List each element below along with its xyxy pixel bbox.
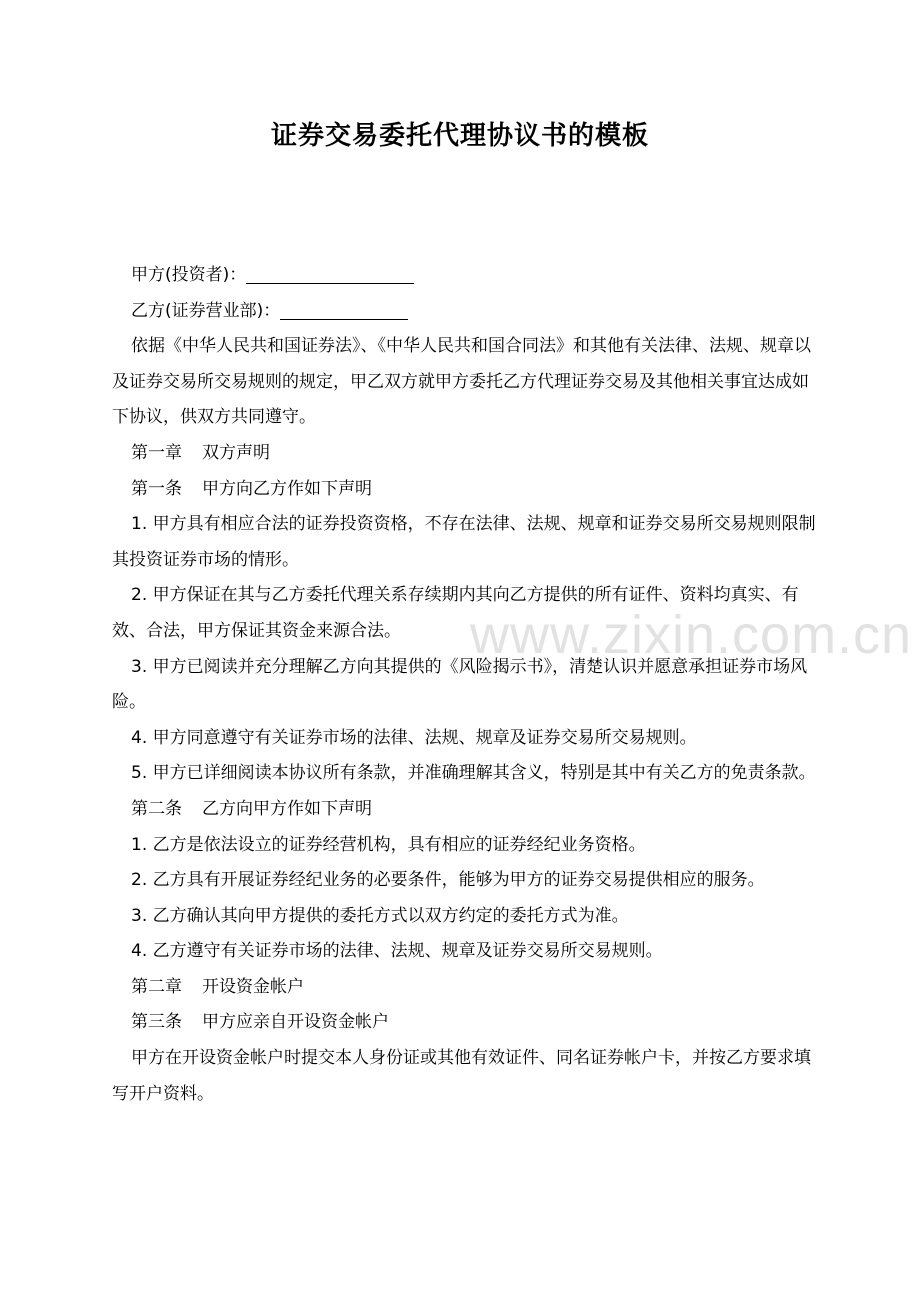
watermark-text: www.zixin.com.cn bbox=[470, 605, 913, 665]
article-3-heading bbox=[112, 1005, 824, 1041]
chapter-1-title: 双方声明 bbox=[202, 442, 270, 463]
article-2-item: 2. 乙方具有开展证券经纪业务的必要条件，能够为甲方的证券交易提供相应的服务。 bbox=[131, 870, 765, 891]
article-3-number: 第三条 bbox=[131, 1012, 182, 1033]
chapter-2-title: 开设资金帐户 bbox=[202, 976, 304, 997]
article-2-item: 4. 乙方遵守有关证券市场的法律、法规、规章及证券交易所交易规则。 bbox=[131, 941, 663, 962]
document-body bbox=[112, 258, 824, 1112]
party-a-blank bbox=[246, 261, 414, 284]
document-title: 证券交易委托代理协议书的模板 bbox=[270, 121, 649, 151]
article-3-paragraph: 甲方在开设资金帐户时提交本人身份证或其他有效证件、同名证券帐户卡，并按乙方要求填写开户资料。 bbox=[112, 1048, 811, 1104]
article-1-item: 2. 甲方保证在其与乙方委托代理关系存续期内其向乙方提供的所有证件、资料均真实、有效、合法，甲方保证其资金来源合法。 bbox=[112, 585, 799, 641]
chapter-1-number: 第一章 bbox=[131, 442, 182, 463]
article-2-item: 3. 乙方确认其向甲方提供的委托方式以双方约定的委托方式为准。 bbox=[131, 905, 629, 926]
article-2-title: 乙方向甲方作如下声明 bbox=[202, 798, 372, 819]
article-1-item: 5. 甲方已详细阅读本协议所有条款，并准确理解其含义，特别是其中有关乙方的免责条款。 bbox=[131, 763, 816, 784]
chapter-1-heading bbox=[112, 436, 824, 472]
article-1-item: 4. 甲方同意遵守有关证券市场的法律、法规、规章及证券交易所交易规则。 bbox=[131, 727, 697, 748]
article-1-heading bbox=[112, 472, 824, 508]
article-1-title: 甲方向乙方作如下声明 bbox=[202, 478, 372, 499]
article-1-number: 第一条 bbox=[131, 478, 182, 499]
article-1-item: 3. 甲方已阅读并充分理解乙方向其提供的《风险揭示书》，清楚认识并愿意承担证券市场风险。 bbox=[112, 656, 808, 713]
party-b-blank bbox=[280, 297, 408, 320]
party-a-line bbox=[112, 258, 824, 294]
chapter-2-number: 第二章 bbox=[131, 976, 182, 997]
article-2-heading bbox=[112, 792, 824, 828]
chapter-2-heading bbox=[112, 970, 824, 1006]
party-a-label: 甲方(投资者)： bbox=[131, 265, 247, 285]
preamble-paragraph: 依据《中华人民共和国证券法》、《中华人民共和国合同法》和其他有关法律、法规、规章以及证券交易所交易规则的规定，甲乙双方就甲方委托乙方代理证券交易及其他相关事宜达成如下协议，供双方共同遵守。 bbox=[112, 336, 811, 428]
party-b-label: 乙方(证券营业部)： bbox=[131, 300, 281, 321]
article-1-item: 1. 甲方具有相应合法的证券投资资格，不存在法律、法规、规章和证券交易所交易规则限制其投资证券市场的情形。 bbox=[112, 514, 816, 570]
article-3-title: 甲方应亲自开设资金帐户 bbox=[202, 1012, 389, 1033]
article-2-number: 第二条 bbox=[131, 798, 182, 819]
party-b-line bbox=[112, 294, 824, 330]
article-2-item: 1. 乙方是依法设立的证券经营机构，具有相应的证券经纪业务资格。 bbox=[131, 834, 646, 855]
